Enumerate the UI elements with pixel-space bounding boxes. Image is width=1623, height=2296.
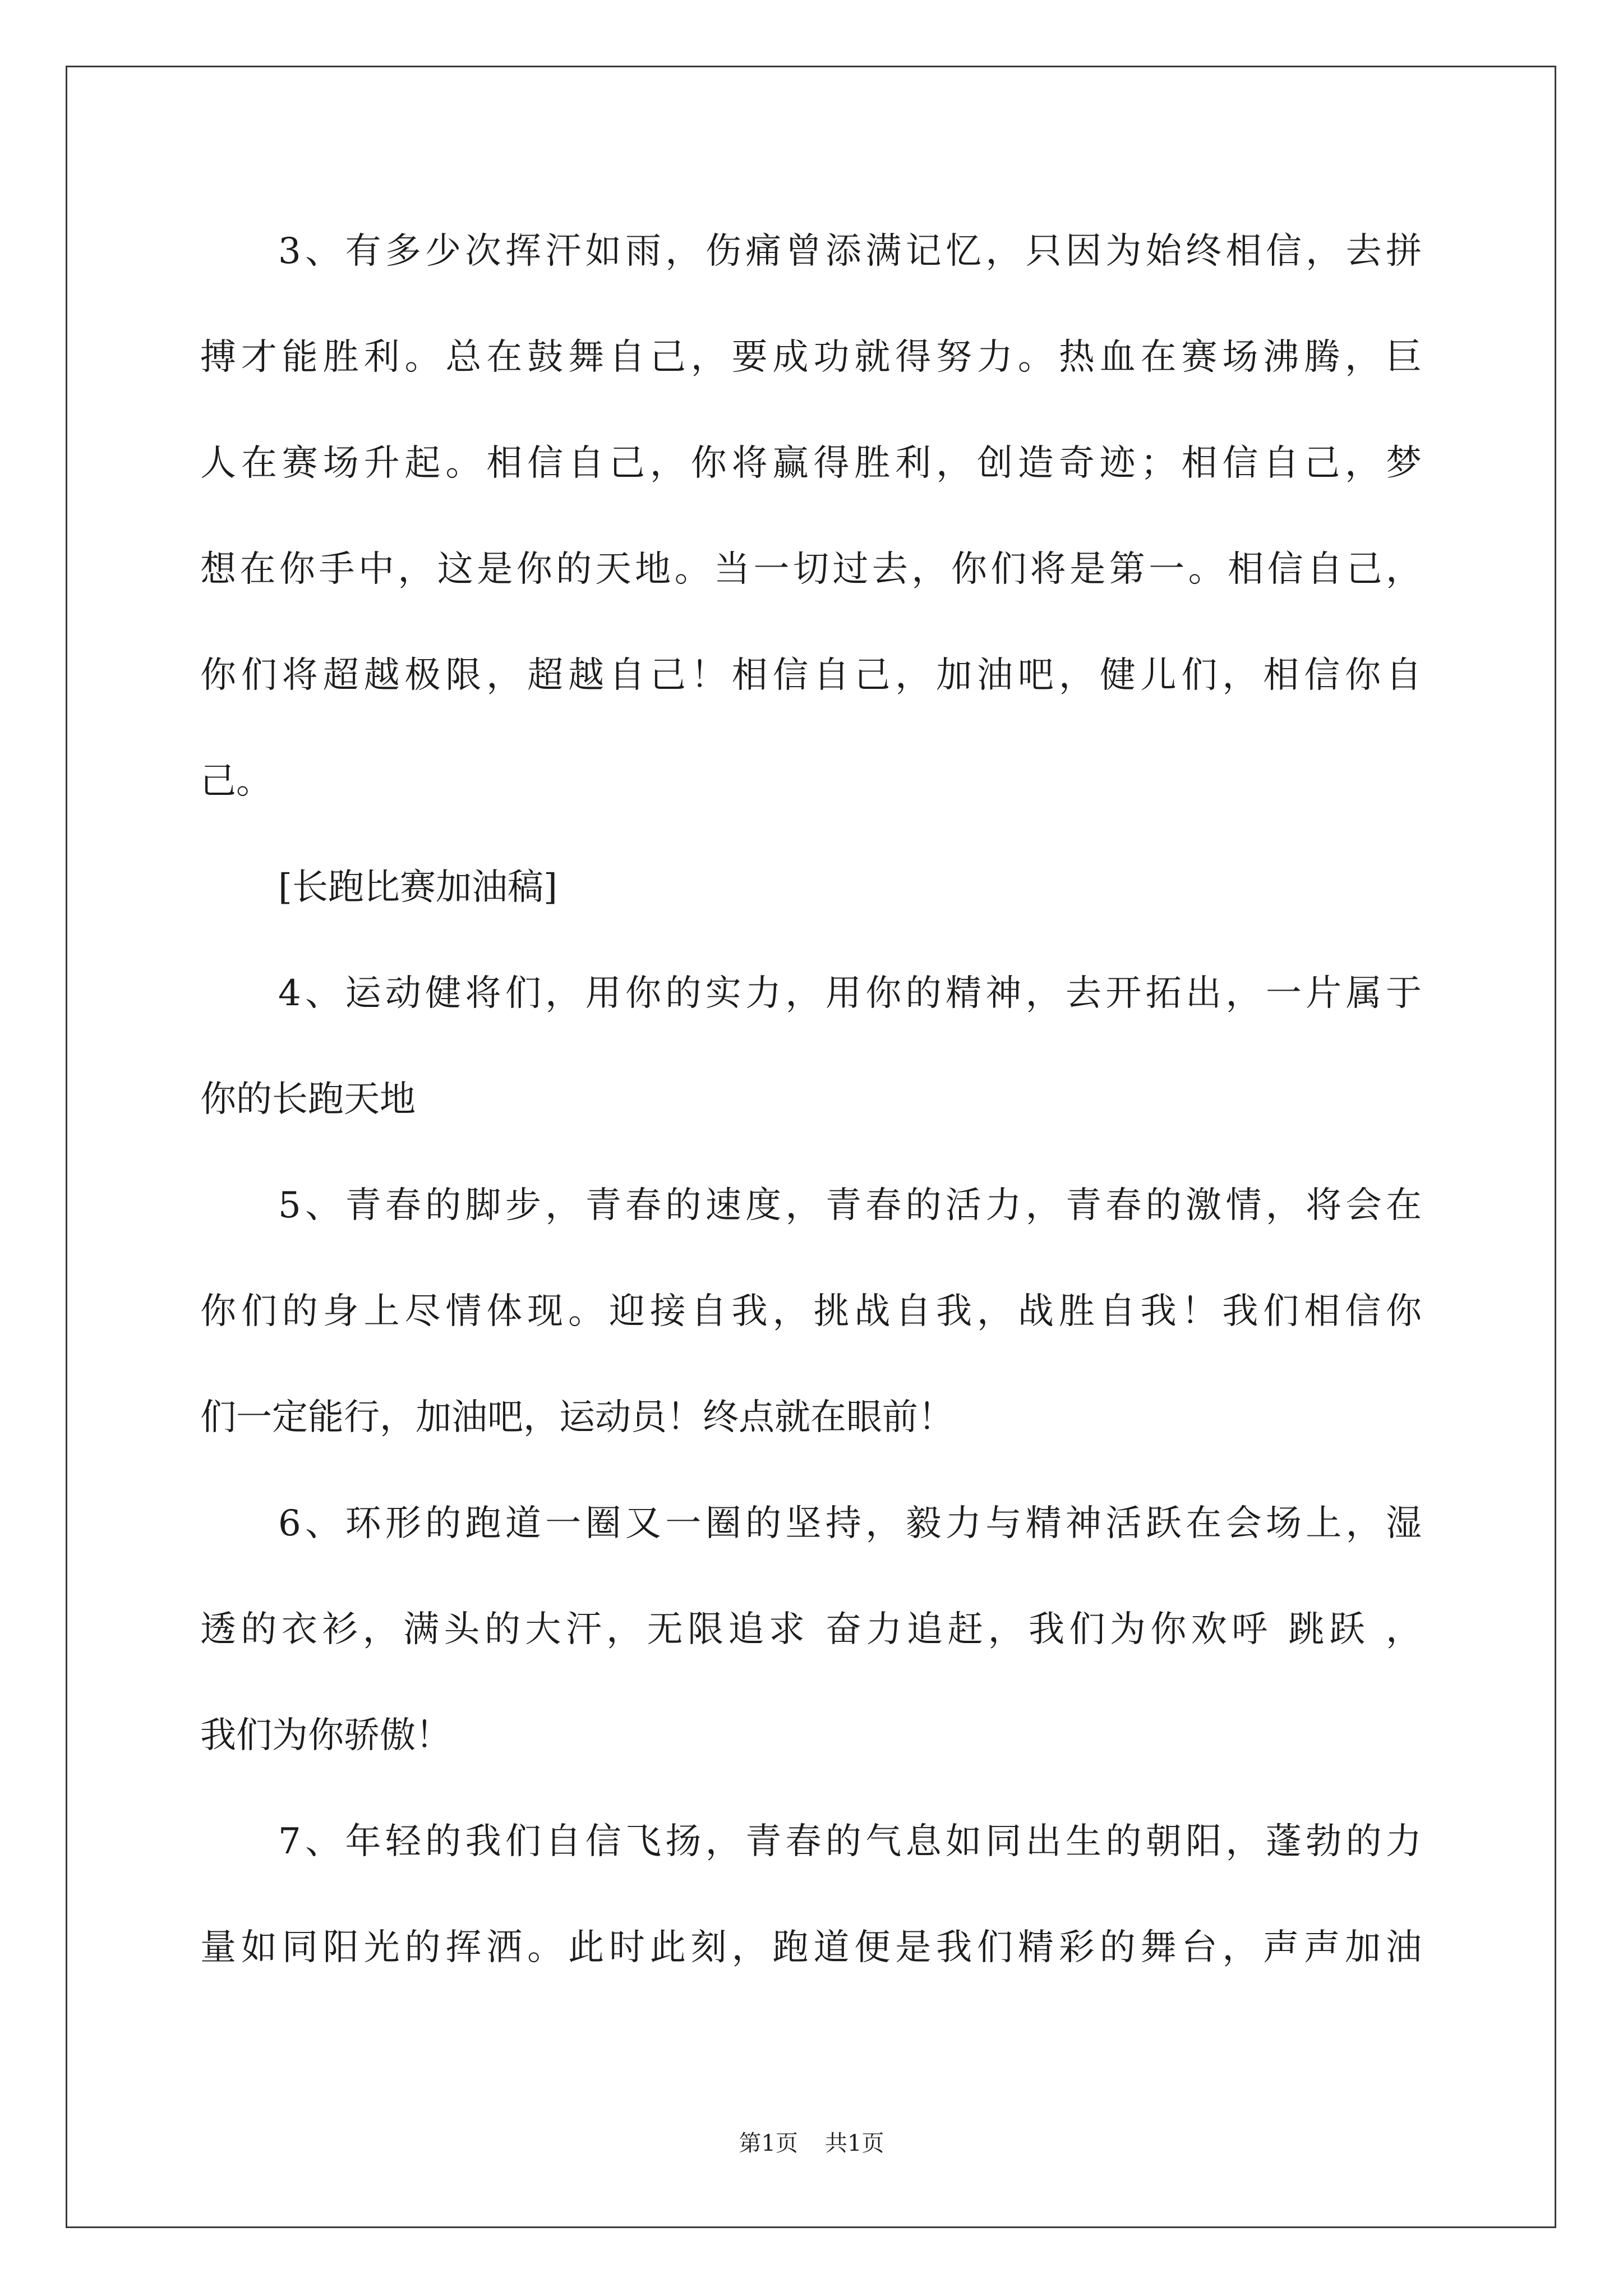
text-line: 你们将超越极限，超越自己！相信自己，加油吧，健儿们，相信你自 bbox=[200, 655, 1422, 696]
text-line: 我们为你骄傲！ bbox=[200, 1715, 451, 1756]
paragraph bbox=[200, 941, 1422, 1153]
paragraph bbox=[200, 1153, 1422, 1471]
text-line: 搏才能胜利。总在鼓舞自己，要成功就得努力。热血在赛场沸腾，巨 bbox=[200, 337, 1422, 378]
paragraph bbox=[200, 1789, 1422, 2001]
text-line: 你的长跑天地 bbox=[200, 1079, 416, 1120]
text-line: 量如同阳光的挥洒。此时此刻，跑道便是我们精彩的舞台，声声加油 bbox=[200, 1927, 1422, 1968]
page-number: 第1页 bbox=[739, 2131, 798, 2156]
section-heading bbox=[200, 835, 1422, 941]
text-line: 4、运动健将们，用你的实力，用你的精神，去开拓出，一片属于 bbox=[278, 973, 1422, 1014]
text-line: 你们的身上尽情体现。迎接自我，挑战自我，战胜自我！我们相信你 bbox=[200, 1291, 1422, 1332]
text-line: 3、有多少次挥汗如雨，伤痛曾添满记忆，只因为始终相信，去拼 bbox=[278, 231, 1422, 272]
body-text bbox=[200, 199, 1422, 2001]
page-footer bbox=[0, 2127, 1623, 2160]
page-total: 共1页 bbox=[825, 2131, 884, 2156]
text-line: 透的衣衫，满头的大汗，无限追求 奋力追赶，我们为你欢呼 跳跃 ， bbox=[200, 1609, 1422, 1650]
paragraph bbox=[200, 1471, 1422, 1789]
text-line: 们一定能行，加油吧，运动员！终点就在眼前！ bbox=[200, 1397, 954, 1438]
text-line: 人在赛场升起。相信自己，你将赢得胜利，创造奇迹；相信自己，梦 bbox=[200, 443, 1422, 484]
section-heading-text: [长跑比赛加油稿] bbox=[278, 867, 557, 908]
text-line: 7、年轻的我们自信飞扬，青春的气息如同出生的朝阳，蓬勃的力 bbox=[278, 1821, 1422, 1862]
text-line: 6、环形的跑道一圈又一圈的坚持，毅力与精神活跃在会场上，湿 bbox=[278, 1503, 1422, 1544]
paragraph bbox=[200, 199, 1422, 835]
text-line: 己。 bbox=[200, 761, 272, 802]
text-line: 想在你手中，这是你的天地。当一切过去，你们将是第一。相信自己， bbox=[200, 549, 1422, 590]
text-line: 5、青春的脚步，青春的速度，青春的活力，青春的激情，将会在 bbox=[278, 1185, 1422, 1226]
